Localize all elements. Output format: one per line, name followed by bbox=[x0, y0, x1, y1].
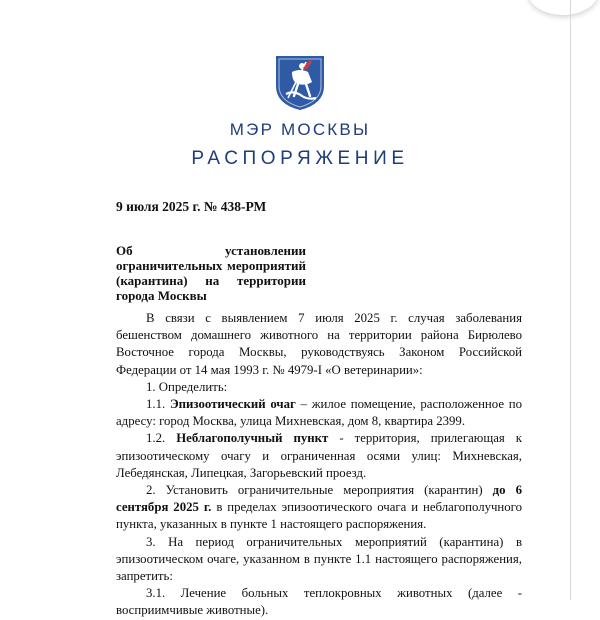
moscow-coat-of-arms-icon bbox=[268, 52, 332, 112]
clause-1-2-text: - территория, прилегающая к эпизоотическому очагу и ограниченная осями улиц: Михневская, Лебедянская, Липецкая, Загорьевский проезд. bbox=[116, 431, 522, 480]
clause-2-deadline: до 6 сентября 2025 г. bbox=[116, 483, 522, 515]
clause-1-2-number: 1.2. bbox=[146, 431, 177, 446]
clause-1-2-term: Неблагополучный пункт bbox=[176, 431, 329, 446]
clause-3-1: 3.1. Лечение больных теплокровных животных (далее - восприимчивые животные). bbox=[116, 586, 522, 618]
clause-2-text-after: в пределах эпизоотического очага и неблагополучного пункта, указанных в пункте 1 настоящего распоряжения. bbox=[116, 500, 522, 532]
document-subject: Об установлении ограничительных мероприятий (карантина) на территории города Москвы bbox=[116, 243, 306, 303]
clause-2 bbox=[116, 482, 522, 534]
clause-1-1-text: – жилое помещение, расположенное по адресу: город Москва, улица Михневская, дом 8, квартира 2399. bbox=[116, 397, 522, 429]
mayor-of-moscow-header: МЭР МОСКВЫ bbox=[229, 120, 371, 139]
page-edge bbox=[570, 0, 571, 600]
clause-1-1-term: Эпизоотический очаг bbox=[169, 397, 296, 412]
clause-1-2 bbox=[116, 430, 522, 482]
preamble-paragraph: В связи с выявлением 7 июля 2025 г. случая заболевания бешенством домашнего животного на территории района Бирюлево Восточное города Москвы, руководствуясь Законом Российской Федерации от 14 мая 1993 г. № 4979-I «О ветеринарии»: bbox=[116, 311, 522, 377]
order-title: РАСПОРЯЖЕНИЕ bbox=[191, 148, 409, 169]
document-body bbox=[116, 310, 522, 620]
clause-1-1-number: 1.1. bbox=[146, 397, 170, 412]
page-corner-shadow bbox=[528, 0, 598, 15]
clause-1: 1. Определить: bbox=[146, 379, 228, 394]
document-date-number: 9 июля 2025 г. № 438-РМ bbox=[116, 199, 267, 214]
clause-2-text-before: 2. Установить ограничительные мероприятия (карантин) bbox=[146, 483, 493, 498]
clause-3: 3. На период ограничительных мероприятий (карантина) в эпизоотическом очаге, указанном в пункте 1.1 настоящего распоряжения, запретить: bbox=[116, 534, 522, 584]
clause-1-1 bbox=[116, 396, 522, 430]
